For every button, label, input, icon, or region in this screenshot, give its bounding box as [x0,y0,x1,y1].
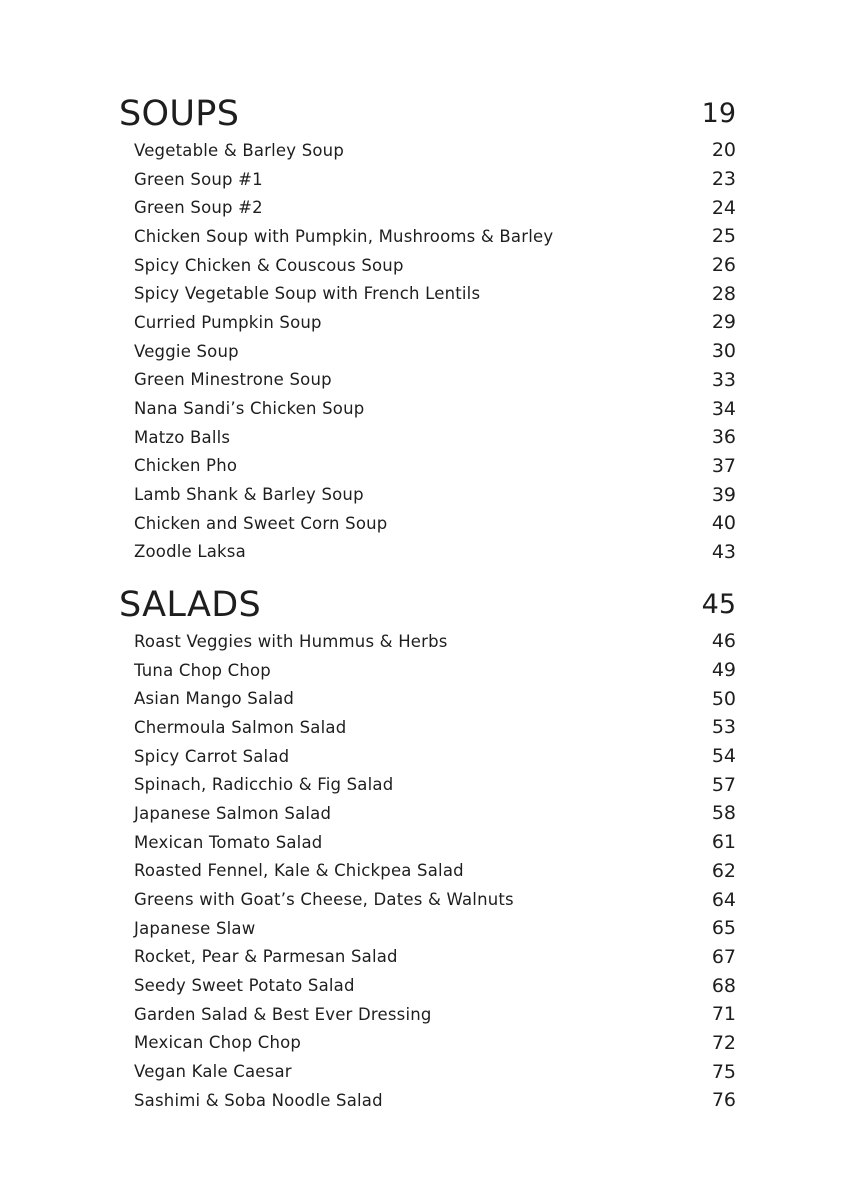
entry-page-number: 36 [711,426,736,449]
entry-title: Mexican Chop Chop [134,1033,302,1053]
toc-entry[interactable] [119,538,736,567]
toc-entry[interactable] [119,136,736,165]
entry-title: Sashimi & Soba Noodle Salad [134,1090,383,1110]
entry-page-number: 34 [711,397,736,420]
salads-entry-list [119,627,736,1115]
entry-title: Matzo Balls [134,427,231,447]
section-page-number: 19 [701,98,736,129]
toc-entry[interactable] [119,165,736,194]
toc-entry[interactable] [119,279,736,308]
entry-page-number: 64 [711,888,736,911]
entry-title: Vegetable & Barley Soup [134,140,344,160]
entry-title: Japanese Salmon Salad [134,803,332,823]
toc-entry[interactable] [119,222,736,251]
entry-title: Spinach, Radicchio & Fig Salad [134,775,394,795]
entry-page-number: 75 [711,1060,736,1083]
section-header[interactable] [119,573,736,625]
toc-entry[interactable] [119,971,736,1000]
soups-entry-list [119,136,736,566]
section-soups [119,82,736,566]
entry-page-number: 72 [711,1031,736,1054]
entry-title: Green Soup #1 [134,169,263,189]
section-salads [119,573,736,1115]
entry-title: Chermoula Salmon Salad [134,717,347,737]
toc-entry[interactable] [119,684,736,713]
entry-page-number: 65 [711,917,736,940]
entry-page-number: 25 [711,225,736,248]
entry-page-number: 67 [711,945,736,968]
toc-entry[interactable] [119,770,736,799]
section-title: SALADS [119,585,262,625]
entry-page-number: 20 [711,139,736,162]
entry-page-number: 43 [711,540,736,563]
entry-title: Vegan Kale Caesar [134,1062,292,1082]
entry-page-number: 30 [711,340,736,363]
toc-entry[interactable] [119,828,736,857]
toc-entry[interactable] [119,1029,736,1058]
toc-entry[interactable] [119,799,736,828]
entry-page-number: 28 [711,282,736,305]
toc-entry[interactable] [119,742,736,771]
entry-title: Seedy Sweet Potato Salad [134,976,355,996]
entry-page-number: 40 [711,512,736,535]
entry-title: Nana Sandi’s Chicken Soup [134,399,365,419]
toc-entry[interactable] [119,308,736,337]
entry-title: Spicy Chicken & Couscous Soup [134,255,404,275]
entry-page-number: 68 [711,974,736,997]
entry-page-number: 33 [711,368,736,391]
section-header[interactable] [119,82,736,134]
entry-title: Garden Salad & Best Ever Dressing [134,1004,432,1024]
toc-entry[interactable] [119,656,736,685]
entry-title: Chicken Pho [134,456,238,476]
toc-entry[interactable] [119,1086,736,1115]
entry-page-number: 71 [711,1003,736,1026]
entry-page-number: 62 [711,859,736,882]
toc-entry[interactable] [119,857,736,886]
entry-page-number: 46 [711,630,736,653]
entry-page-number: 37 [711,454,736,477]
entry-title: Rocket, Pear & Parmesan Salad [134,947,398,967]
toc-entry[interactable] [119,337,736,366]
toc-entry[interactable] [119,480,736,509]
entry-title: Zoodle Laksa [134,542,246,562]
toc-entry[interactable] [119,713,736,742]
entry-title: Japanese Slaw [134,918,256,938]
toc-entry[interactable] [119,193,736,222]
entry-title: Green Minestrone Soup [134,370,332,390]
toc-entry[interactable] [119,251,736,280]
entry-page-number: 50 [711,687,736,710]
entry-page-number: 26 [711,254,736,277]
entry-title: Spicy Carrot Salad [134,746,290,766]
entry-page-number: 53 [711,716,736,739]
toc-entry[interactable] [119,423,736,452]
toc-entry[interactable] [119,1057,736,1086]
entry-page-number: 76 [711,1089,736,1112]
toc-entry[interactable] [119,914,736,943]
entry-title: Chicken and Sweet Corn Soup [134,513,388,533]
toc-entry[interactable] [119,452,736,481]
entry-title: Roast Veggies with Hummus & Herbs [134,631,448,651]
toc-entry[interactable] [119,627,736,656]
entry-page-number: 49 [711,659,736,682]
entry-title: Tuna Chop Chop [134,660,271,680]
entry-page-number: 61 [711,831,736,854]
entry-page-number: 29 [711,311,736,334]
entry-title: Roasted Fennel, Kale & Chickpea Salad [134,861,464,881]
entry-page-number: 24 [711,196,736,219]
entry-title: Asian Mango Salad [134,689,295,709]
toc-entry[interactable] [119,885,736,914]
entry-title: Greens with Goat’s Cheese, Dates & Walnuts [134,890,514,910]
toc-entry[interactable] [119,394,736,423]
toc-entry[interactable] [119,509,736,538]
entry-title: Chicken Soup with Pumpkin, Mushrooms & Barley [134,226,554,246]
entry-page-number: 57 [711,773,736,796]
section-title: SOUPS [119,94,240,134]
entry-title: Veggie Soup [134,341,239,361]
toc-entry[interactable] [119,1000,736,1029]
entry-title: Spicy Vegetable Soup with French Lentils [134,284,481,304]
entry-page-number: 54 [711,745,736,768]
entry-page-number: 58 [711,802,736,825]
entry-title: Curried Pumpkin Soup [134,312,322,332]
entry-title: Lamb Shank & Barley Soup [134,485,364,505]
entry-page-number: 39 [711,483,736,506]
entry-page-number: 23 [711,168,736,191]
section-page-number: 45 [701,589,736,620]
entry-title: Green Soup #2 [134,198,263,218]
entry-title: Mexican Tomato Salad [134,832,323,852]
toc-entry[interactable] [119,943,736,972]
toc-entry[interactable] [119,366,736,395]
